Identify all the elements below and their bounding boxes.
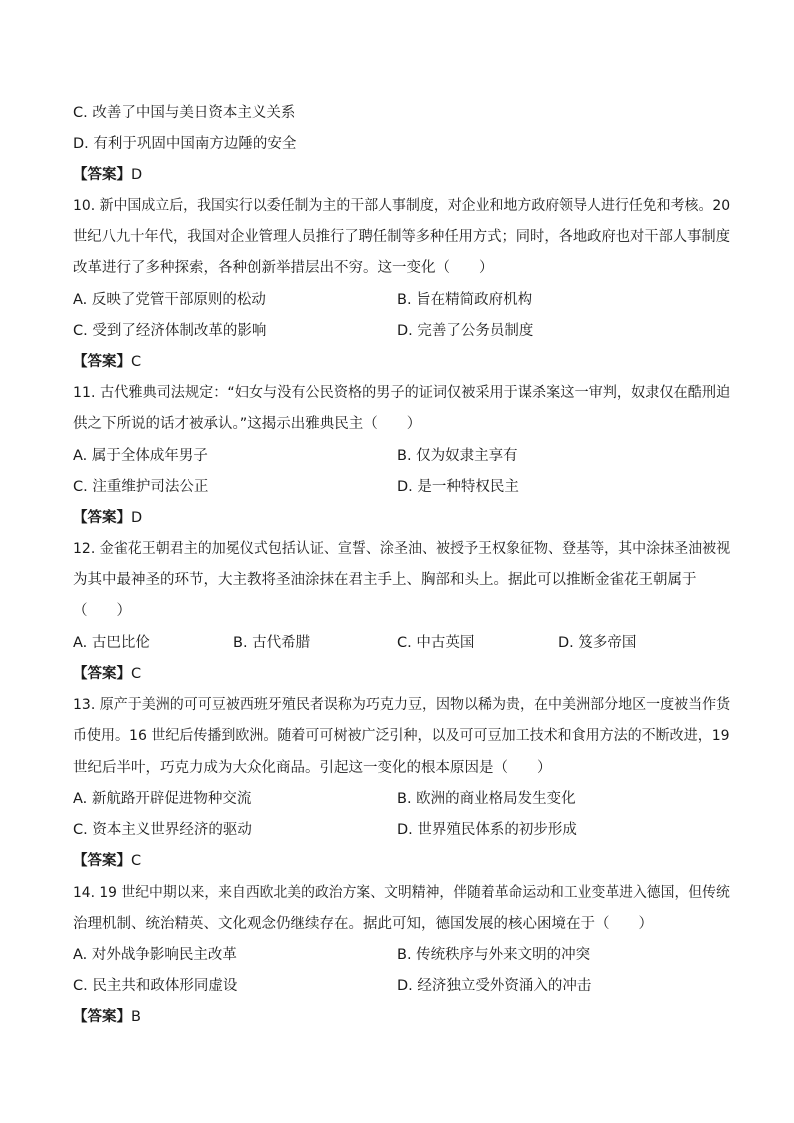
- q10-stem-line-2: 世纪八九十年代，我国对企业管理人员推行了聘任制等多种任用方式；同时，各地政府也对干部人事制度: [73, 229, 730, 245]
- q14-option-a: A. 对外战争影响民主改革: [73, 947, 237, 963]
- q10-answer: [73, 352, 141, 372]
- q9-answer: [73, 165, 142, 185]
- answer-label: 【答案】: [73, 510, 131, 526]
- answer-value: D: [131, 510, 143, 526]
- q10-stem-line-3: 改革进行了多种探索，各种创新举措层出不穷。这一变化（ ）: [73, 260, 494, 276]
- answer-value: D: [131, 167, 143, 183]
- q10-stem-line-1: 10. 新中国成立后，我国实行以委任制为主的干部人事制度，对企业和地方政府领导人进行任免和考核。20: [73, 198, 731, 214]
- q10-option-b: B. 旨在精简政府机构: [397, 292, 533, 308]
- q12-stem-line-3: （ ）: [73, 603, 131, 619]
- q10-option-a: A. 反映了党管干部原则的松动: [73, 292, 266, 308]
- q12-option-a: A. 古巴比伦: [73, 635, 150, 651]
- q11-stem-line-2: 供之下所说的话才被承认。”这揭示出雅典民主（ ）: [73, 416, 422, 432]
- answer-value: C: [131, 354, 142, 370]
- q11-answer: [73, 508, 142, 528]
- q14-stem-line-1: 14. 19 世纪中期以来，来自西欧北美的政治方案、文明精神，伴随着革命运动和工业变革进入德国，但传统: [73, 885, 730, 901]
- q13-stem-line-1: 13. 原产于美洲的可可豆被西班牙殖民者误称为巧克力豆，因物以稀为贵，在中美洲部分地区一度被当作货: [73, 697, 731, 713]
- q14-option-b: B. 传统秩序与外来文明的冲突: [397, 947, 591, 963]
- q13-option-a: A. 新航路开辟促进物种交流: [73, 791, 252, 807]
- q9-option-c: C. 改善了中国与美日资本主义关系: [73, 105, 296, 121]
- q13-option-b: B. 欧洲的商业格局发生变化: [397, 791, 576, 807]
- q13-option-d: D. 世界殖民体系的初步形成: [397, 822, 577, 838]
- answer-value: C: [131, 666, 142, 682]
- answer-value: C: [131, 853, 142, 869]
- q12-option-c: C. 中古英国: [397, 635, 475, 651]
- q11-option-a: A. 属于全体成年男子: [73, 448, 208, 464]
- q9-option-d: D. 有利于巩固中国南方边陲的安全: [73, 136, 297, 152]
- q14-stem-line-2: 治理机制、统治精英、文化观念仍继续存在。据此可知，德国发展的核心困境在于（ ）: [73, 916, 653, 932]
- q11-option-b: B. 仅为奴隶主享有: [397, 448, 518, 464]
- answer-label: 【答案】: [73, 666, 131, 682]
- answer-value: B: [131, 1009, 141, 1025]
- q11-option-d: D. 是一种特权民主: [397, 479, 519, 495]
- q14-option-d: D. 经济独立受外资涌入的冲击: [397, 978, 592, 994]
- q10-option-c: C. 受到了经济体制改革的影响: [73, 323, 267, 339]
- q12-option-d: D. 笈多帝国: [558, 635, 637, 651]
- q12-stem-line-2: 为其中最神圣的环节，大主教将圣油涂抹在君主手上、胸部和头上。据此可以推断金雀花王朝属于: [73, 572, 697, 588]
- answer-label: 【答案】: [73, 853, 131, 869]
- q13-option-c: C. 资本主义世界经济的驱动: [73, 822, 252, 838]
- q14-answer: [73, 1007, 141, 1027]
- q12-answer: [73, 664, 141, 684]
- q11-option-c: C. 注重维护司法公正: [73, 479, 209, 495]
- answer-label: 【答案】: [73, 167, 131, 183]
- q14-option-c: C. 民主共和政体形同虚设: [73, 978, 238, 994]
- q11-stem-line-1: 11. 古代雅典司法规定：“妇女与没有公民资格的男子的证词仅被采用于谋杀案这一审判，奴隶仅在酷刑迫: [73, 385, 731, 401]
- q12-stem-line-1: 12. 金雀花王朝君主的加冕仪式包括认证、宣誓、涂圣油、被授予王权象征物、登基等，其中涂抹圣油被视: [73, 541, 731, 557]
- answer-label: 【答案】: [73, 354, 131, 370]
- q13-answer: [73, 851, 141, 871]
- q12-option-b: B. 古代希腊: [233, 635, 311, 651]
- answer-label: 【答案】: [73, 1009, 131, 1025]
- q10-option-d: D. 完善了公务员制度: [397, 323, 534, 339]
- q13-stem-line-2: 币使用。16 世纪后传播到欧洲。随着可可树被广泛引种，以及可可豆加工技术和食用方法的不断改进，19: [73, 728, 730, 744]
- q13-stem-line-3: 世纪后半叶，巧克力成为大众化商品。引起这一变化的根本原因是（ ）: [73, 760, 552, 776]
